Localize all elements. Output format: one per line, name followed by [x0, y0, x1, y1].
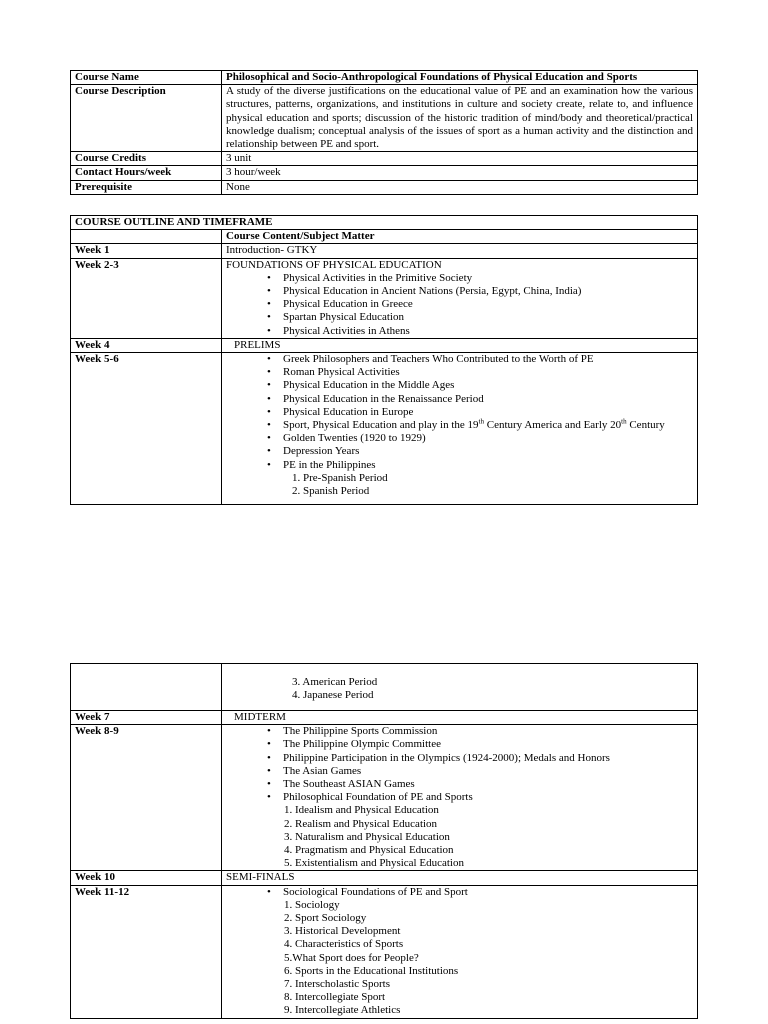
- sub-item: 6. Sports in the Educational Institutions: [284, 964, 459, 977]
- table-row: [71, 216, 698, 230]
- table-row: [71, 180, 698, 194]
- week-content: [222, 353, 698, 505]
- course-credits-value: 3 unit: [222, 152, 698, 166]
- table-row: [71, 71, 698, 85]
- sub-item: 2. Realism and Physical Education: [284, 817, 438, 830]
- course-name-label: Course Name: [71, 71, 222, 85]
- sport-text-b: Century America and Early 20: [483, 419, 622, 432]
- week-label: Week 7: [71, 711, 222, 725]
- week-label: Week 10: [71, 871, 222, 885]
- exam-label: PRELIMS: [234, 338, 281, 351]
- list-item: • Philippine Participation in the Olympics (1924-2000); Medals and Honors: [283, 752, 693, 765]
- course-credits-label: Course Credits: [71, 152, 222, 166]
- week-content: [222, 664, 698, 711]
- course-description-label: Course Description: [71, 85, 222, 152]
- table-row: [71, 711, 698, 725]
- week-label: Week 2-3: [71, 258, 222, 338]
- week-label: Week 4: [71, 338, 222, 352]
- exam-label: MIDTERM: [234, 711, 286, 723]
- sub-item: 8. Intercollegiate Sport: [284, 991, 386, 1004]
- sub-item: 3. American Period: [292, 676, 378, 688]
- week-label: Week 5-6: [71, 353, 222, 505]
- sub-item: 1. Pre-Spanish Period: [292, 471, 388, 484]
- week-content: SEMI-FINALS: [222, 871, 698, 885]
- list-item: • The Southeast ASIAN Games: [283, 778, 693, 791]
- table-row: [71, 725, 698, 871]
- contact-hours-label: Contact Hours/week: [71, 166, 222, 180]
- sub-item: 4. Pragmatism and Physical Education: [284, 844, 454, 857]
- sub-item: 4. Japanese Period: [292, 689, 374, 702]
- list-item: • Spartan Physical Education: [283, 311, 693, 324]
- list-item: • The Philippine Olympic Committee: [283, 738, 693, 751]
- week-label: Week 8-9: [71, 725, 222, 871]
- table-row: [71, 230, 698, 244]
- list-item: • Sociological Foundations of PE and Sport: [283, 886, 693, 899]
- list-item: • PE in the Philippines: [283, 459, 693, 472]
- sub-item: 7. Interscholastic Sports: [284, 978, 391, 991]
- sub-item: 4. Characteristics of Sports: [284, 938, 404, 951]
- sub-list: [226, 472, 693, 498]
- content-header: Course Content/Subject Matter: [222, 230, 698, 244]
- sub-item: 1. Idealism and Physical Education: [284, 804, 439, 817]
- list-item: • Physical Activities in the Primitive Society: [283, 272, 693, 285]
- table-row: [71, 166, 698, 180]
- list-item: • Roman Physical Activities: [283, 366, 693, 379]
- list-item: • The Asian Games: [283, 765, 693, 778]
- sport-text-c: Century: [626, 419, 665, 432]
- topic-list: [226, 725, 693, 804]
- week-content: [222, 711, 698, 725]
- week-label: Week 1: [71, 244, 222, 258]
- week-content: [222, 725, 698, 871]
- week-content: [222, 258, 698, 338]
- course-outline-continued-table: [70, 663, 698, 1019]
- topic-list: [226, 886, 693, 899]
- table-row: [71, 152, 698, 166]
- sub-item: 3. Naturalism and Physical Education: [284, 830, 450, 843]
- sub-list: [226, 899, 693, 1018]
- list-item: • Physical Education in Europe: [283, 406, 693, 419]
- course-outline-table: [70, 215, 698, 505]
- sub-item: 9. Intercollegiate Athletics: [284, 1004, 401, 1017]
- section-heading: FOUNDATIONS OF PHYSICAL EDUCATION: [226, 258, 442, 271]
- empty-cell: [71, 230, 222, 244]
- prerequisite-label: Prerequisite: [71, 180, 222, 194]
- table-row: [71, 258, 698, 338]
- week-content: [222, 885, 698, 1018]
- sub-item: 2. Spanish Period: [292, 485, 370, 498]
- contact-hours-value: 3 hour/week: [222, 166, 698, 180]
- week-content: Introduction- GTKY: [222, 244, 698, 258]
- topic-list: [226, 353, 693, 472]
- table-row: [71, 85, 698, 152]
- table-row: [71, 885, 698, 1018]
- course-description-value: A study of the diverse justifications on the educational value of PE and an examination how the various structures, patterns, organizations, and institutions in culture and society create, relate to, and influence physical education and sports; discussion of the historic tradition of mind/body and theoretical/practical knowledge dualism; conceptual analysis of the issues of sport as a human activity and the distinction and relationship between PE and sport.: [222, 85, 698, 152]
- sub-item: 2. Sport Sociology: [284, 912, 367, 925]
- list-item: • Philosophical Foundation of PE and Sports: [283, 791, 693, 804]
- list-item: • Depression Years: [283, 445, 693, 458]
- table-row: [71, 244, 698, 258]
- table-row: [71, 338, 698, 352]
- list-item: • Physical Activities in Athens: [283, 325, 693, 338]
- superscript: th: [621, 417, 627, 426]
- superscript: th: [478, 417, 484, 426]
- list-item: • Greek Philosophers and Teachers Who Contributed to the Worth of PE: [283, 353, 693, 366]
- list-item: [283, 419, 693, 432]
- list-item: • Physical Education in Greece: [283, 298, 693, 311]
- week-content: [222, 338, 698, 352]
- sport-text-a: Sport, Physical Education and play in the 19: [283, 419, 479, 432]
- sub-list: [226, 804, 693, 870]
- table-row: [71, 871, 698, 885]
- outline-title: COURSE OUTLINE AND TIMEFRAME: [71, 216, 698, 230]
- course-info-table: [70, 70, 698, 195]
- prerequisite-value: None: [222, 180, 698, 194]
- list-item: • Physical Education in the Renaissance Period: [283, 393, 693, 406]
- week-label: Week 11-12: [71, 885, 222, 1018]
- sub-item: 5.What Sport does for People?: [284, 951, 419, 964]
- list-item: • The Philippine Sports Commission: [283, 725, 693, 738]
- course-name-value: Philosophical and Socio-Anthropological Foundations of Physical Education and Sports: [222, 71, 698, 85]
- sub-item: 1. Sociology: [284, 898, 340, 911]
- sub-list: [226, 676, 693, 702]
- topic-list: [226, 272, 693, 338]
- list-item: • Physical Education in the Middle Ages: [283, 379, 693, 392]
- table-row: [71, 353, 698, 505]
- sub-item: 3. Historical Development: [284, 925, 401, 938]
- sub-item: 5. Existentialism and Physical Education: [284, 857, 464, 870]
- list-item: • Golden Twenties (1920 to 1929): [283, 432, 693, 445]
- list-item: • Physical Education in Ancient Nations (Persia, Egypt, China, India): [283, 285, 693, 298]
- empty-cell: [71, 664, 222, 711]
- table-row: [71, 664, 698, 711]
